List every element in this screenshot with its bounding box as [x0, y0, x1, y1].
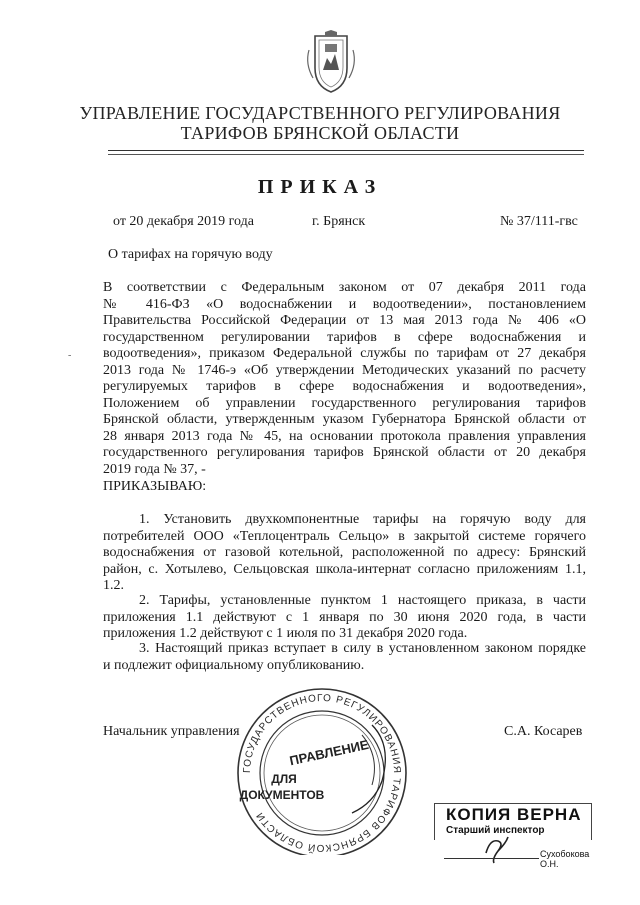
header-divider-thin — [108, 154, 584, 155]
seal-center-top: ПРАВЛЕНИЕ — [288, 736, 371, 769]
seal-ring-text: ГОСУДАРСТВЕННОГО РЕГУЛИРОВАНИЯ ТАРИФОВ БРЯНСКОЙ ОБЛАСТИ — [241, 692, 403, 854]
document-city: г. Брянск — [312, 214, 366, 229]
official-seal-stamp-icon — [222, 685, 422, 855]
svg-text:ГОСУДАРСТВЕННОГО РЕГУЛИРОВАНИЯ — [239, 692, 403, 855]
order-item-3 — [103, 641, 586, 674]
organization-name-line1: УПРАВЛЕНИЕ ГОСУДАРСТВЕННОГО РЕГУЛИРОВАНИЯ — [79, 103, 561, 123]
text-line: 1.2. — [103, 578, 124, 593]
header-divider — [108, 150, 584, 151]
margin-mark: - — [68, 350, 72, 361]
order-item-1 — [103, 512, 586, 595]
seal-center-bottom: ДОКУМЕНТОВ — [239, 788, 325, 802]
signer-name: С.А. Косарев — [504, 724, 583, 739]
signature-line — [444, 858, 539, 859]
text-line: регулируемых тарифов в сфере водоснабжения и водоотведения», — [103, 379, 586, 394]
coat-of-arms-emblem-icon — [303, 30, 359, 96]
text-line: 1. Установить двухкомпонентные тарифы на горячую воду для — [139, 512, 586, 527]
order-word: ПРИКАЗЫВАЮ: — [103, 479, 207, 494]
text-line: 2. Тарифы, установленные пунктом 1 настоящего приказа, в части — [139, 593, 586, 608]
stamp-name: Сухобокова О.Н. — [540, 849, 590, 869]
text-line: приложения 1.1 действуют с 1 января по 30 июня 2020 года, в части — [103, 609, 586, 625]
text-line: Брянской области, утвержденным указом Губернатора Брянской области от — [103, 412, 586, 427]
text-line: потребителей ООО «Теплоцентраль Сельцо» в закрытой системе горячего — [103, 528, 586, 544]
handwritten-signature-icon — [464, 833, 534, 865]
stamp-title: КОПИЯ ВЕРНА — [446, 805, 582, 824]
text-line: 3. Настоящий приказ вступает в силу в установленном законом порядке — [139, 641, 586, 656]
stamp-role: Старший инспектор — [446, 825, 545, 836]
text-line: приложения 1.2 действуют с 1 июля по 31 декабря 2020 года. — [103, 626, 468, 641]
text-line: государственном регулировании тарифов в сфере водоснабжения и — [103, 329, 586, 345]
text-line: В соответствии с Федеральным законом от 07 декабря 2011 года — [103, 280, 586, 295]
text-line: государственного регулирования тарифов Брянской области от 20 декабря — [103, 445, 586, 460]
text-line: 28 января 2013 года № 45, на основании протокола правления управления — [103, 428, 586, 444]
text-line: Правительства Российской Федерации от 13 мая 2013 года № 406 «О — [103, 313, 586, 328]
signer-title: Начальник управления — [103, 724, 240, 739]
order-item-2 — [103, 593, 586, 643]
organization-name-line2: ТАРИФОВ БРЯНСКОЙ ОБЛАСТИ — [180, 123, 460, 143]
document-number: № 37/111-гвс — [500, 214, 578, 229]
document-date: от 20 декабря 2019 года — [113, 214, 254, 229]
preamble-paragraph — [103, 280, 586, 478]
document-title: ПРИКАЗ — [257, 176, 383, 198]
text-line: водоснабжения от газовой котельной, расположенной по адресу: Брянский — [103, 545, 586, 560]
text-line: Положением об управлении государственного регулирования тарифов — [103, 395, 586, 411]
text-line: 2013 года № 1746-э «Об утверждении Методических указаний по расчету — [103, 362, 586, 378]
text-line: район, с. Хотылево, Сельцовская школа-интернат согласно приложениям 1.1, — [103, 561, 586, 577]
text-line: и подлежит официальному опубликованию. — [103, 657, 365, 673]
copy-certified-stamp — [434, 803, 592, 869]
text-line: водоотведения», приказом Федеральной службы по тарифам от 27 декабря — [103, 346, 586, 361]
seal-center-mid: ДЛЯ — [271, 772, 297, 786]
text-line: 2019 года № 37, - — [103, 461, 206, 477]
document-subject: О тарифах на горячую воду — [108, 247, 273, 262]
text-line: № 416-ФЗ «О водоснабжении и водоотведении», постановлением — [103, 296, 586, 312]
